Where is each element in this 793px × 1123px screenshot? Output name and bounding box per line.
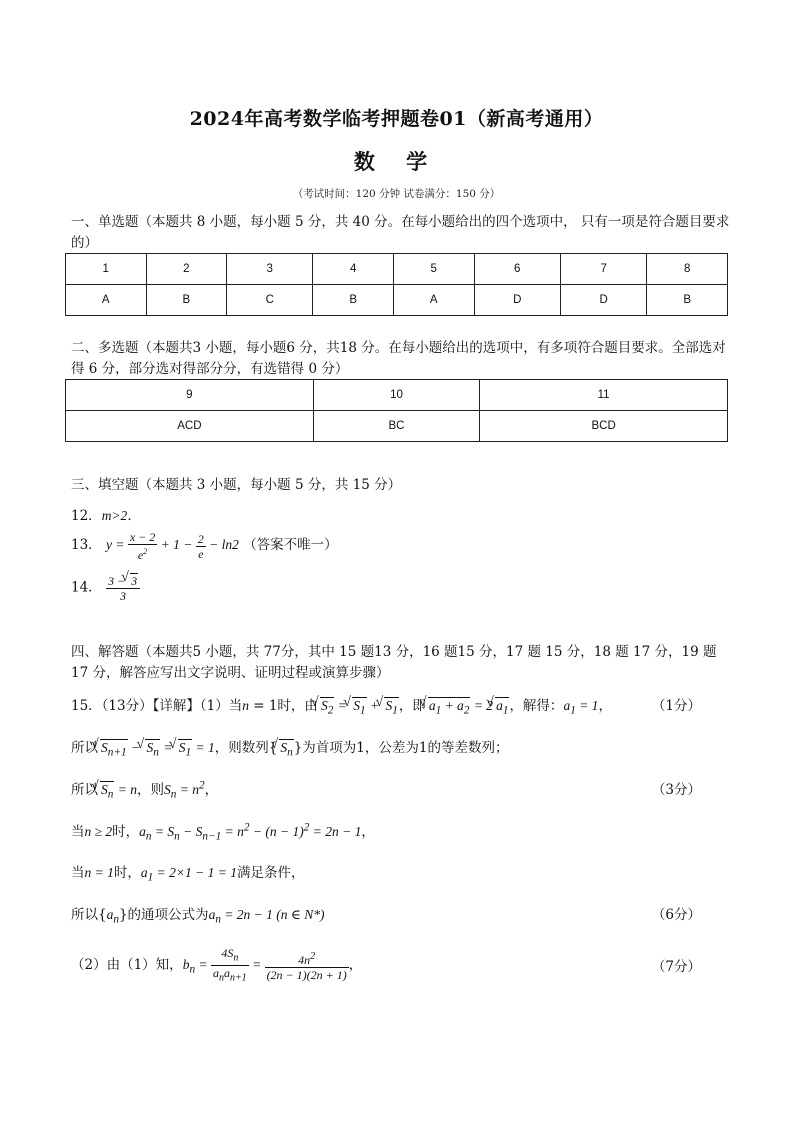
question-number-cell: 11 bbox=[480, 380, 728, 411]
q13-note: （答案不唯一） bbox=[243, 537, 338, 554]
answer-cell: A bbox=[394, 285, 475, 316]
question-number-cell: 1 bbox=[66, 254, 147, 285]
section3-heading: 三、填空题（本题共 3 小题，每小题 5 分，共 15 分） bbox=[71, 477, 402, 493]
q14-line bbox=[71, 573, 140, 603]
subject-heading: 数 学 bbox=[353, 149, 440, 174]
q14-formula: $\frac{3 - √ 3}{3}$ bbox=[106, 573, 140, 603]
multi-choice-answer-table bbox=[65, 379, 728, 442]
answer-cell: BCD bbox=[480, 411, 728, 442]
answer-cell: D bbox=[560, 285, 646, 316]
score-7: （7分） bbox=[651, 959, 701, 975]
q12-label: 12． bbox=[71, 508, 102, 524]
question-number-cell: 10 bbox=[313, 380, 479, 411]
q12-line bbox=[71, 504, 141, 524]
q15-line5: 当n = 1时，$a_1 = 2\times 1 - 1 = 1$满足条件， bbox=[71, 865, 305, 884]
question-number-cell: 6 bbox=[474, 254, 560, 285]
q12-answer: m>2． bbox=[101, 508, 141, 523]
q13-formula: y = $\frac{x - 2}{e^2}$ + 1 − $\frac{2}{e}$ − ln2 bbox=[105, 530, 239, 562]
score-3: （3分） bbox=[651, 782, 701, 798]
question-number-cell: 8 bbox=[647, 254, 728, 285]
q15-line7: （2）由（1）知，$b_n$ = $\frac{4S_n}{a_na_{n+1}}$ = $\frac{4n^2}{(2n - 1)(2n + 1)}$ ， bbox=[71, 946, 363, 984]
answer-cell: B bbox=[313, 285, 394, 316]
q15-line2: 所以√ $S_{n+1}$ − √ $S_n$ = √ $S_1 = 1$，则数列{√ $S_n$}为首项为1，公差为1的等差数列； bbox=[71, 736, 508, 759]
q15-line1: 15．（13分）【详解】（1）当n = 1时，由√ $S_2$ = √ $S_1$ + √ $S_1$，即√ $a_1 + a_2 = 2√$ $a_1$，解得：$a_1 = 1$， bbox=[71, 694, 612, 717]
section1-heading: 一、单选题（本题共 8 小题，每小题 5 分，共 40 分。在每小题给出的四个选项中， 只有一项是符合题目要求的） bbox=[71, 214, 730, 251]
question-number-cell: 2 bbox=[146, 254, 227, 285]
question-number-cell: 5 bbox=[394, 254, 475, 285]
section4-heading: 四、解答题（本题共5 小题，共 77分，其中 15 题13 分，16 题15 分，17 题 15 分，18 题 17 分，19 题 17 分，解答应写出文字说明、证明过程或演算步骤） bbox=[71, 644, 717, 681]
question-number-cell: 3 bbox=[227, 254, 313, 285]
answer-cell: C bbox=[227, 285, 313, 316]
q14-label: 14． bbox=[71, 579, 102, 596]
q15-line4: 当n ≥ 2时，$a_n = S_n - S_{n-1} = n^2 - (n - 1)^2 = 2n - 1$， bbox=[71, 821, 375, 843]
section2-heading: 二、多选题（本题共3 小题，每小题6 分，共18 分。在每小题给出的选项中，有多项符合题目要求。全部选对得 6 分，部分选对得部分分，有选错得 0 分） bbox=[71, 340, 726, 377]
q13-line bbox=[71, 530, 338, 562]
exam-info: （考试时间：120 分钟 试卷满分：150 分） bbox=[292, 188, 501, 200]
question-number-cell: 9 bbox=[66, 380, 314, 411]
answer-cell: B bbox=[146, 285, 227, 316]
score-6: （6分） bbox=[651, 907, 701, 923]
q15-line3: 所以√ $S_n = n$，则$S_n = n^2$， bbox=[71, 778, 218, 801]
answer-cell: ACD bbox=[66, 411, 314, 442]
q15-line6: 所以$\{a_n\}$的通项公式为$a_n = 2n - 1$ (n ∈ N*) bbox=[71, 907, 325, 926]
single-choice-answer-table bbox=[65, 253, 728, 316]
answer-cell: A bbox=[66, 285, 147, 316]
answer-cell: D bbox=[474, 285, 560, 316]
score-1: （1分） bbox=[651, 698, 701, 714]
answer-cell: BC bbox=[313, 411, 479, 442]
answer-cell: B bbox=[647, 285, 728, 316]
question-number-cell: 7 bbox=[560, 254, 646, 285]
q13-label: 13． bbox=[71, 537, 102, 554]
page-title: 2024年高考数学临考押题卷01（新高考通用） bbox=[189, 108, 604, 130]
question-number-cell: 4 bbox=[313, 254, 394, 285]
